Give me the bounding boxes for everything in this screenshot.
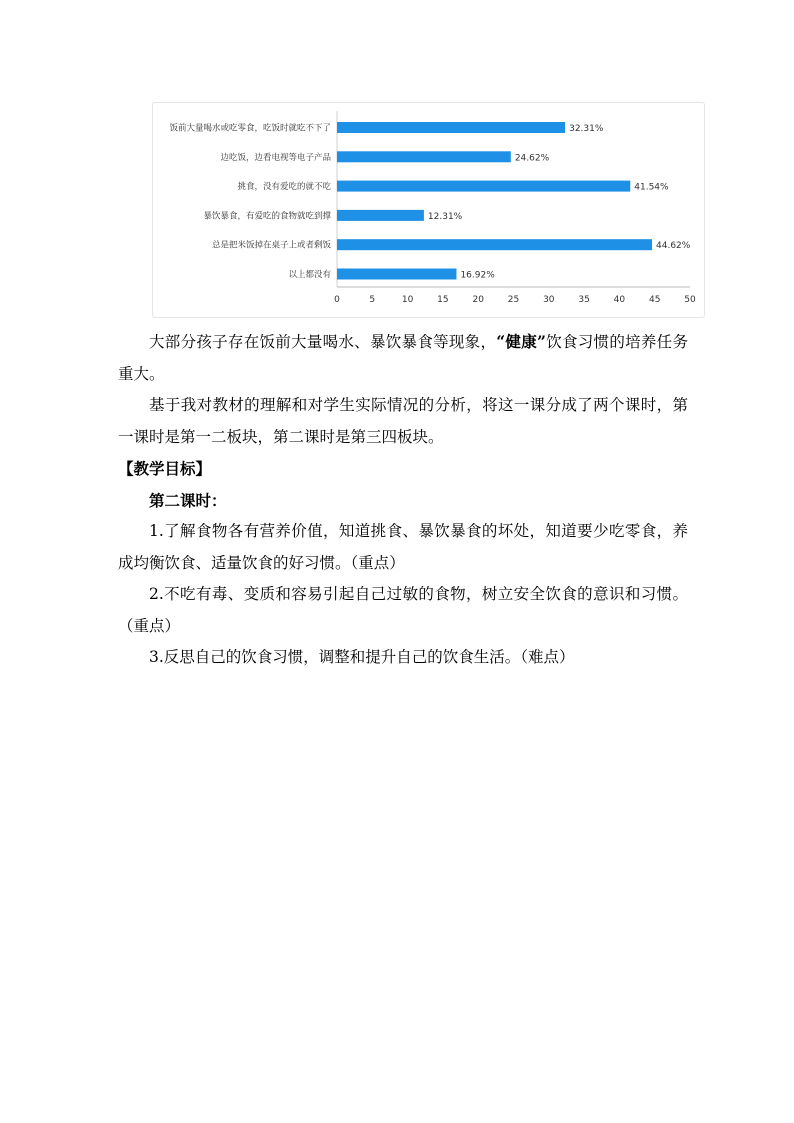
bar-1: [337, 122, 565, 133]
category-label-6: 以上都没有: [288, 270, 331, 280]
objective-item-3: 3.反思自己的饮食习惯，调整和提升自己的饮食生活。（难点）: [149, 648, 575, 666]
x-tick-label-35: 35: [578, 295, 590, 305]
bar-3: [337, 181, 630, 192]
paragraph-1: [118, 326, 688, 390]
value-label-4: 12.31%: [427, 211, 463, 222]
x-tick-label-25: 25: [507, 295, 520, 305]
x-tick-label-40: 40: [613, 295, 626, 305]
x-tick-label-15: 15: [437, 295, 449, 305]
x-tick-label-50: 50: [684, 295, 696, 305]
bar-2: [337, 151, 511, 162]
paragraph-1-part-c: 饮食习惯的培养任务重大。: [118, 333, 688, 383]
value-label-5: 44.62%: [656, 241, 691, 252]
chart-svg: [153, 103, 706, 319]
category-label-5: 总是把米饭掉在桌子上或者剩饭: [211, 240, 331, 251]
paragraph-1-emphasis: “健康”: [496, 332, 546, 351]
sub-heading: 第二课时：: [149, 490, 227, 510]
bar-4: [337, 210, 424, 221]
bar-6: [337, 269, 456, 280]
survey-bar-chart: [152, 102, 705, 318]
bar-5: [337, 239, 652, 250]
paragraph-2: 基于我对教材的理解和对学生实际情况的分析，将这一课分成了两个课时，第一课时是第一二板块，第二课时是第三四板块。: [118, 396, 688, 446]
value-label-6: 16.92%: [460, 270, 495, 281]
category-label-2: 边吃饭，边看电视等电子产品: [220, 152, 331, 163]
x-tick-label-5: 5: [369, 295, 376, 305]
value-label-2: 24.62%: [514, 153, 550, 164]
x-tick-label-0: 0: [334, 295, 340, 305]
body-text: [118, 326, 688, 674]
category-label-1: 饭前大量喝水或吃零食，吃饭时就吃不下了: [169, 123, 331, 134]
x-tick-label-10: 10: [401, 295, 414, 305]
objective-item-1: 1.了解食物各有营养价值，知道挑食、暴饮暴食的坏处，知道要少吃零食，养成均衡饮食、适量饮食的好习惯。（重点）: [118, 522, 688, 572]
objective-item-2: 2.不吃有毒、变质和容易引起自己过敏的食物，树立安全饮食的意识和习惯。（重点）: [118, 585, 688, 635]
x-tick-label-45: 45: [648, 295, 661, 305]
x-tick-label-30: 30: [543, 295, 555, 305]
x-tick-label-20: 20: [472, 295, 484, 305]
value-label-1: 32.31%: [569, 124, 604, 134]
value-label-3: 41.54%: [634, 182, 669, 193]
category-label-3: 挑食，没有爱吃的就不吃: [237, 182, 331, 193]
category-label-4: 暴饮暴食，有爱吃的食物就吃到撑: [203, 211, 331, 222]
section-heading: 【教学目标】: [118, 459, 212, 478]
paragraph-1-part-a: 大部分孩子存在饭前大量喝水、暴饮暴食等现象，: [149, 333, 497, 351]
